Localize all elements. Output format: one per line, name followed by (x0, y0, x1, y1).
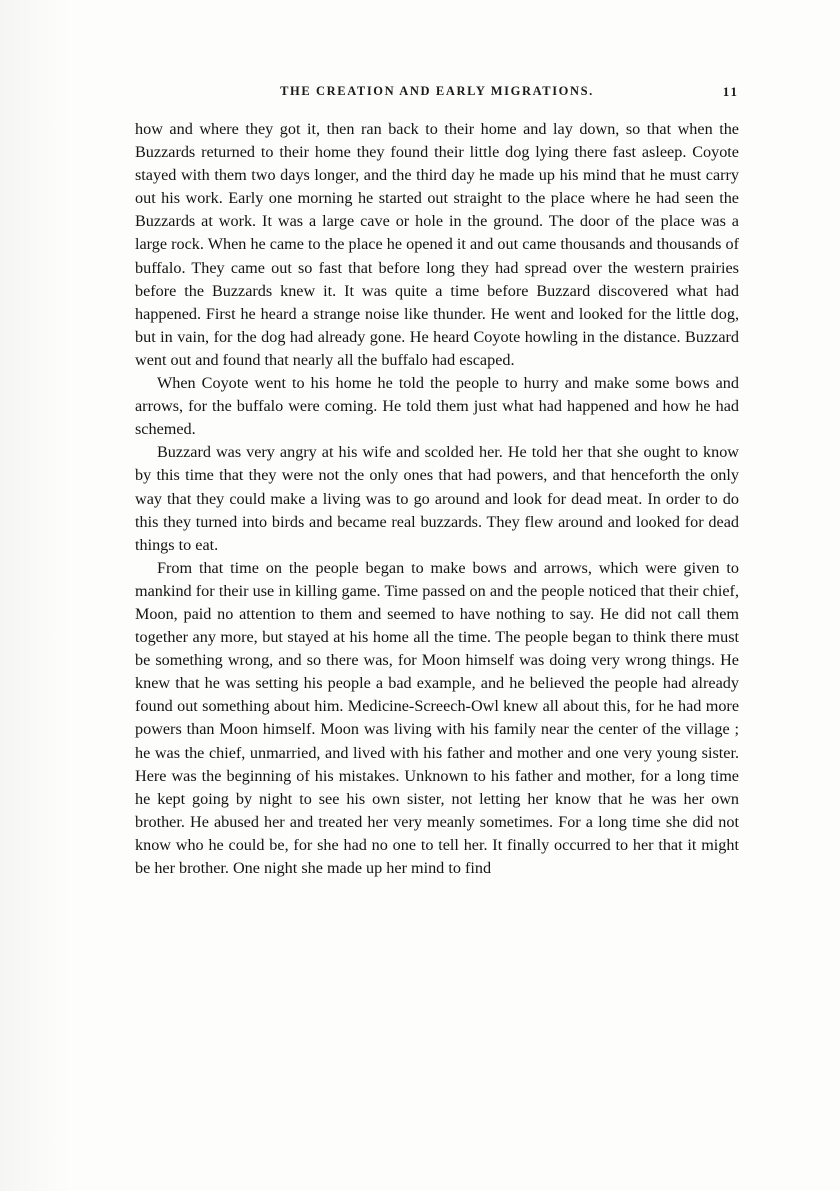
paragraph: From that time on the people began to make bows and arrows, which were given to mankind for their use in killing game. Time passed on and the people noticed that their chief, Moon, paid no attention to them and seemed to have nothing to say. He did not call them together any more, but stayed at his home all the time. The people began to think there must be something wrong, and so there was, for Moon himself was doing very wrong things. He knew that he was setting his people a bad example, and he believed the people had already found out something about him. Medicine-Screech-Owl knew all about this, for he had more powers than Moon himself. Moon was living with his family near the center of the village ; he was the chief, unmarried, and lived with his father and mother and one very young sister. Here was the beginning of his mistakes. Unknown to his father and mother, for a long time he kept going by night to see his own sister, not letting her know that he was her own brother. He abused her and treated her very meanly sometimes. For a long time she did not know who he could be, for she had no one to tell her. It finally occurred to her that it might be her brother. One night she made up her mind to find (135, 558, 739, 877)
running-title: THE CREATION AND EARLY MIGRATIONS. (280, 84, 594, 98)
paragraph: Buzzard was very angry at his wife and scolded her. He told her that she ought to know by this time that they were not the only ones that had powers, and that henceforth the only way that they could make a living was to go around and look for dead meat. In order to do this they turned into birds and became real buzzards. They flew around and looked for dead things to eat. (135, 443, 739, 554)
page-header (135, 84, 739, 104)
paragraph: When Coyote went to his home he told the people to hurry and make some bows and arrows, for the buffalo were coming. He told them just what had happened and how he had schemed. (135, 374, 739, 439)
body-text (135, 118, 739, 880)
page-edge-shading (0, 0, 70, 1191)
paragraph-continued: how and where they got it, then ran back to their home and lay down, so that when the Buzzards returned to their home they found their little dog lying there fast asleep. Coyote stayed with them two days longer, and the third day he made up his mind that he must carry out his work. Early one morning he started out straight to the place where he had seen the Buzzards at work. It was a large cave or hole in the ground. The door of the place was a large rock. When he came to the place he opened it and out came thousands and thousands of buffalo. They came out so fast that before long they had spread over the western prairies before the Buzzards knew it. It was quite a time before Buzzard discovered what had happened. First he heard a strange noise like thunder. He went and looked for the little dog, but in vain, for the dog had already gone. He heard Coyote howling in the distance. Buzzard went out and found that nearly all the buffalo had escaped. (135, 120, 739, 369)
page-number: 11 (722, 84, 739, 99)
